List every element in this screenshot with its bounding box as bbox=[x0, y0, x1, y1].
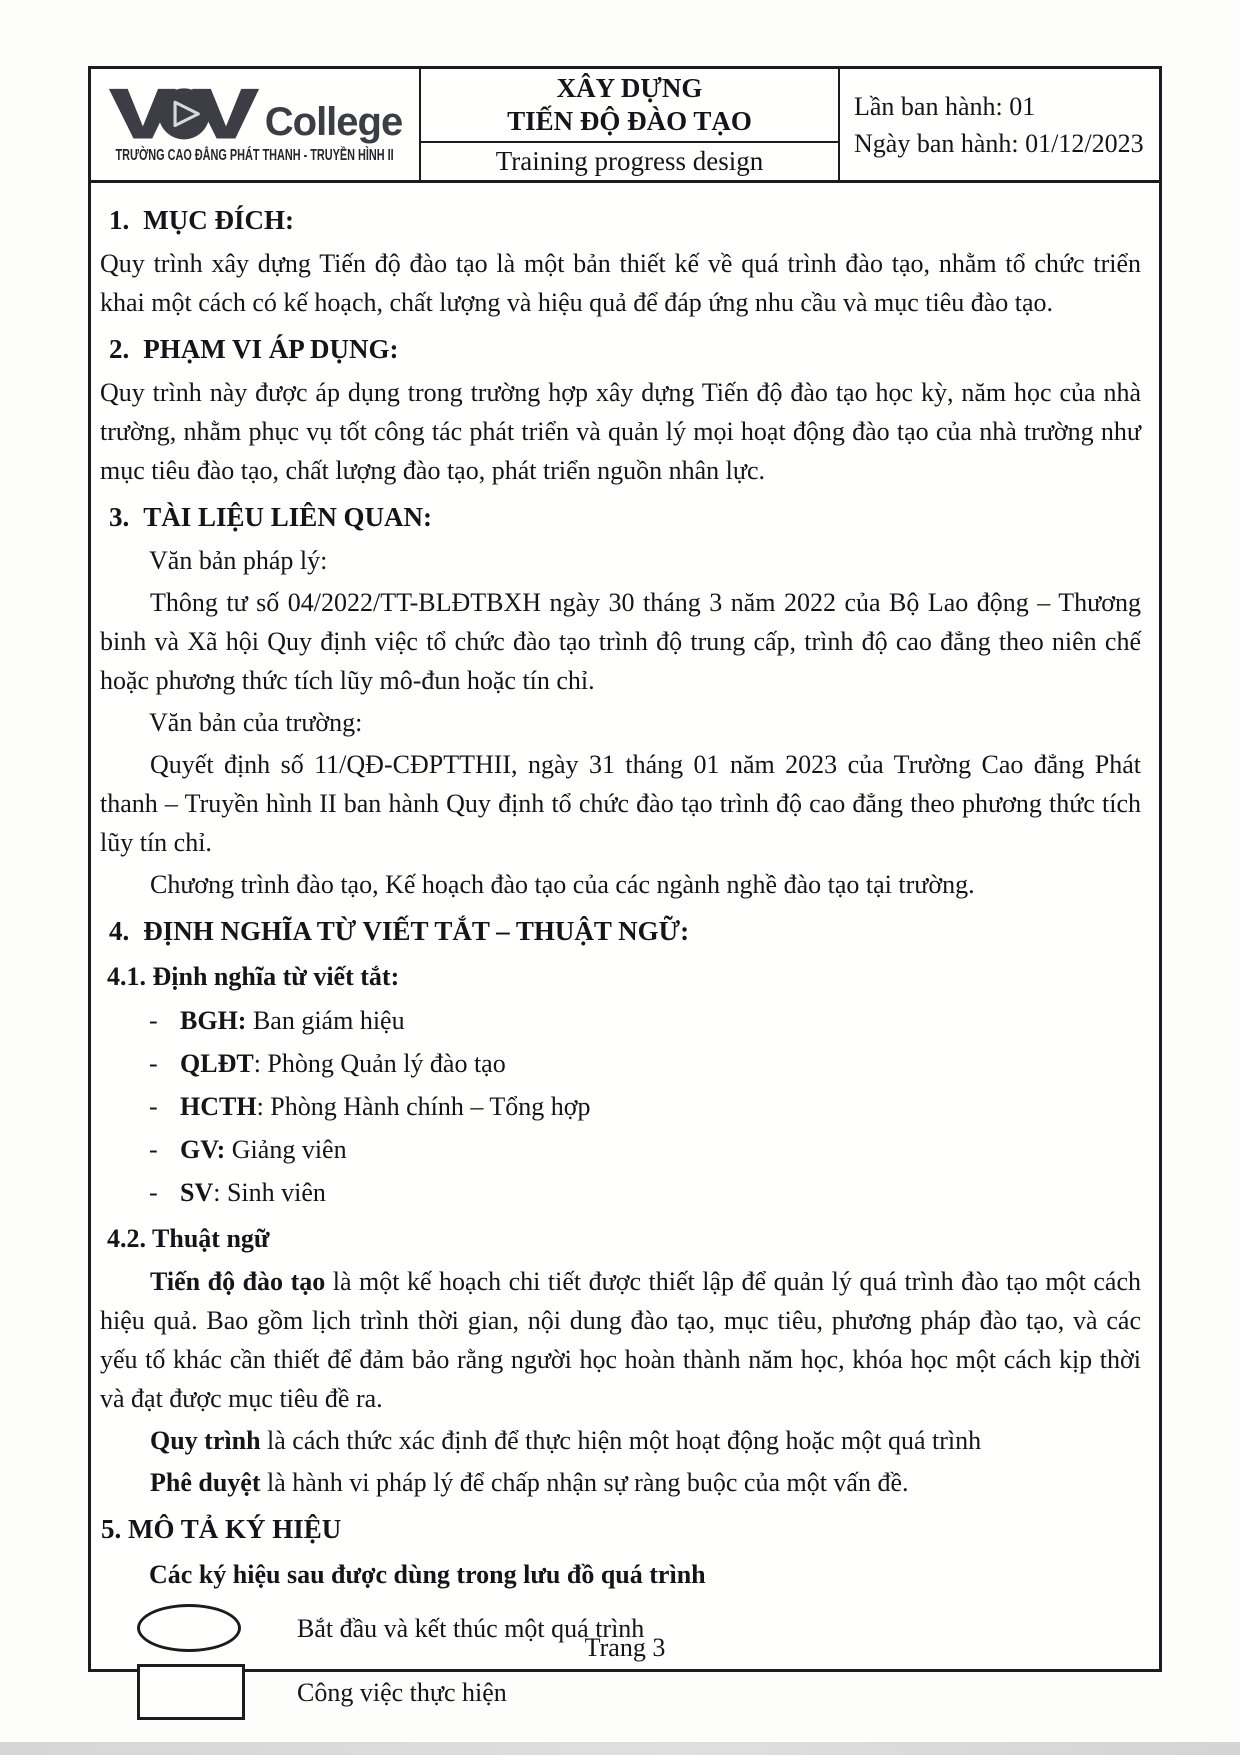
issue-date: Ngày ban hành: 01/12/2023 bbox=[854, 128, 1144, 158]
list-item: - GV: Giảng viên bbox=[97, 1129, 1141, 1170]
symbols-intro: Các ký hiệu sau được dùng trong lưu đồ quá trình bbox=[149, 1560, 706, 1589]
bullet-dash: - bbox=[149, 1092, 158, 1121]
bullet-dash: - bbox=[149, 1178, 158, 1207]
scanner-shadow-band bbox=[0, 1742, 1240, 1755]
term-definition-phe-duyet: Phê duyệt là hành vi pháp lý để chấp nhận sự ràng buộc của một vấn đề. bbox=[150, 1468, 909, 1497]
flowchart-process-symbol bbox=[137, 1664, 245, 1720]
bullet-dash: - bbox=[149, 1049, 158, 1078]
list-item: - QLĐT: Phòng Quản lý đào tạo bbox=[97, 1043, 1141, 1084]
section-1-heading: 1. MỤC ĐÍCH: bbox=[109, 205, 294, 235]
section-4-2-heading: 4.2. Thuật ngữ bbox=[107, 1224, 270, 1253]
title-line-2: TIẾN ĐỘ ĐÀO TẠO bbox=[507, 106, 752, 136]
legal-documents-paragraph: Thông tư số 04/2022/TT-BLĐTBXH ngày 30 tháng 3 năm 2022 của Bộ Lao động – Thương binh và Xã hội Quy định việc tổ chức đào tạo trình độ trung cấp, trình độ cao đẳng theo niên chế hoặc phương thức tích lũy mô-đun hoặc tín chỉ. bbox=[100, 588, 1141, 695]
legal-documents-label: Văn bản pháp lý: bbox=[149, 546, 328, 575]
section-1-paragraph: Quy trình xây dựng Tiến độ đào tạo là một bản thiết kế về quá trình đào tạo, nhằm tổ chức triển khai một cách có kế hoạch, chất lượng và hiệu quả để đáp ứng nhu cầu và mục tiêu đào tạo. bbox=[100, 249, 1141, 317]
title-cell bbox=[421, 69, 840, 180]
section-4-1-heading: 4.1. Định nghĩa từ viết tắt: bbox=[107, 962, 400, 991]
document-body bbox=[91, 183, 1159, 1720]
document-frame bbox=[88, 66, 1162, 1707]
symbol-label: Bắt đầu và kết thúc một quá trình bbox=[297, 1613, 645, 1643]
issue-number: Lần ban hành: 01 bbox=[854, 91, 1036, 121]
logo-cell bbox=[91, 69, 421, 180]
bullet-dash: - bbox=[149, 1135, 158, 1164]
list-item: - HCTH: Phòng Hành chính – Tổng hợp bbox=[97, 1086, 1141, 1127]
vov-logo-icon bbox=[108, 86, 260, 140]
document-header bbox=[91, 69, 1159, 183]
list-item: - BGH: Ban giám hiệu bbox=[97, 1000, 1141, 1041]
section-5-heading: 5. MÔ TẢ KÝ HIỆU bbox=[101, 1514, 342, 1544]
issue-info-cell bbox=[840, 69, 1159, 180]
vov-logo bbox=[108, 86, 403, 144]
school-documents-paragraph: Quyết định số 11/QĐ-CĐPTTHII, ngày 31 tháng 01 năm 2023 của Trường Cao đẳng Phát thanh – Truyền hình II ban hành Quy định tổ chức đào tạo trình độ cao đẳng theo phương thức tích lũy tín chỉ. bbox=[100, 750, 1141, 857]
section-2-heading: 2. PHẠM VI ÁP DỤNG: bbox=[109, 334, 399, 364]
title-line-1: XÂY DỰNG bbox=[556, 73, 703, 103]
bullet-dash: - bbox=[149, 1006, 158, 1035]
school-documents-label: Văn bản của trường: bbox=[149, 708, 363, 737]
programs-note: Chương trình đào tạo, Kế hoạch đào tạo của các ngành nghề đào tạo tại trường. bbox=[150, 870, 975, 899]
logo-subtitle: TRƯỜNG CAO ĐẲNG PHÁT THANH - TRUYỀN HÌNH II bbox=[115, 147, 395, 164]
symbol-label: Công việc thực hiện bbox=[297, 1677, 507, 1707]
section-4-heading: 4. ĐỊNH NGHĨA TỪ VIẾT TẮT – THUẬT NGỮ: bbox=[109, 916, 690, 946]
term-definition-tien-do-dao-tao: Tiến độ đào tạo là một kế hoạch chi tiết được thiết lập để quản lý quá trình đào tạo một cách hiệu quả. Bao gồm lịch trình thời gian, nội dung đào tạo, mục tiêu, phương pháp đào tạo, và các yếu tố khác cần thiết để đảm bảo rằng người học hoàn thành năm học, khóa học một cách kịp thời và đạt được mục tiêu đề ra. bbox=[100, 1267, 1141, 1413]
section-2-paragraph: Quy trình này được áp dụng trong trường hợp xây dựng Tiến độ đào tạo học kỳ, năm học của nhà trường, nhằm phục vụ tốt công tác phát triển và quản lý mọi hoạt động đào tạo của nhà trường như mục tiêu đào tạo, chất lượng đào tạo, phát triển nguồn nhân lực. bbox=[100, 378, 1141, 485]
document-title bbox=[421, 69, 838, 143]
symbol-row-process bbox=[97, 1664, 1141, 1720]
page-number: Trang 3 bbox=[584, 1633, 666, 1662]
document-title-english: Training progress design bbox=[495, 146, 764, 176]
list-item: - SV: Sinh viên bbox=[97, 1172, 1141, 1213]
section-3-heading: 3. TÀI LIỆU LIÊN QUAN: bbox=[109, 502, 433, 532]
logo-brand-text: College bbox=[264, 100, 403, 144]
term-definition-quy-trinh: Quy trình là cách thức xác định để thực hiện một hoạt động hoặc một quá trình bbox=[150, 1426, 982, 1455]
